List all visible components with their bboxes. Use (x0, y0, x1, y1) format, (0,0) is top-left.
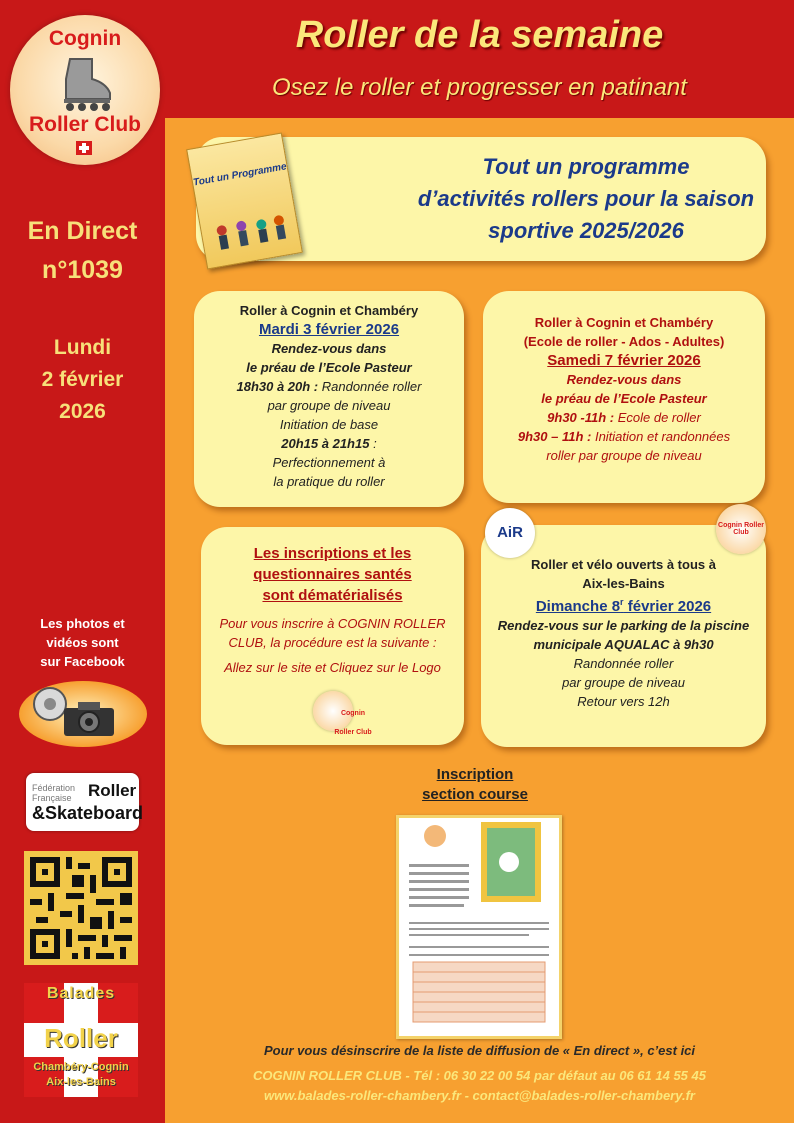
sunday-club-logo-label: Cognin Roller Club (718, 522, 764, 536)
federation-word1: Roller (88, 781, 137, 800)
unsubscribe-link[interactable]: Pour vous désinscrire de la liste de diffusion de « En direct », c’est ici (263, 1043, 696, 1058)
tuesday-line4: Initiation de base (279, 417, 379, 432)
federation-logo[interactable] (26, 773, 144, 831)
banner-line1: Tout un programme (482, 154, 690, 179)
course-section-title[interactable] (380, 765, 570, 805)
federation-word2: &Skateboard (32, 803, 144, 823)
air-logo[interactable] (485, 508, 535, 558)
saturday-school: (Ecole de roller - Ados - Adultes) (523, 334, 725, 349)
inscriptions-title3: sont dématérialisés (262, 587, 403, 604)
mini-logo-label: Cognin Roller Club (334, 710, 372, 736)
balades-middle: Roller (44, 1023, 118, 1053)
inscriptions-text1: Pour vous inscrire à COGNIN ROLLER (219, 616, 446, 631)
contact-line: COGNIN ROLLER CLUB - Tél : 06 30 22 00 54 par défaut au 06 61 14 55 45 (252, 1068, 706, 1083)
inscriptions-instruction: Allez sur le site et Cliquez sur le Logo (224, 660, 441, 675)
tuesday-time1-text: Randonnée roller (318, 379, 422, 394)
inline-skate-icon (60, 57, 112, 112)
date-rest: 2 février (41, 368, 124, 391)
savoie-flag-icon (76, 141, 92, 155)
saturday-meet1: Rendez-vous dans (566, 372, 682, 387)
sunday-date-rest: février 2026 (623, 598, 712, 615)
facebook-note-2: vidéos sont (46, 635, 119, 650)
booklet-title: Tout un Programme (192, 161, 288, 189)
issue-title: En Direct (27, 217, 138, 245)
tuesday-time1: 18h30 à 20h : (236, 379, 319, 394)
saturday-time2-text: Initiation et randonnées (591, 429, 731, 444)
air-logo-label: AiR (497, 524, 523, 541)
tuesday-place: Roller à Cognin et Chambéry (239, 303, 419, 318)
tuesday-line3: par groupe de niveau (267, 398, 391, 413)
saturday-line6: roller par groupe de niveau (546, 448, 702, 463)
programme-booklet-image[interactable] (186, 133, 303, 270)
club-logo[interactable] (10, 15, 160, 165)
sunday-club-logo[interactable] (716, 504, 766, 554)
club-logo-line2: Roller Club (28, 113, 141, 136)
saturday-time1: 9h30 -11h : (547, 410, 615, 425)
saturday-card (483, 291, 765, 503)
sunday-meet1: Rendez-vous sur le parking de la piscine (497, 618, 750, 633)
inscriptions-text2: CLUB, la procédure est la suivante : (228, 635, 437, 650)
inscriptions-card (201, 527, 464, 745)
course-registration-form-image[interactable] (396, 815, 562, 1039)
facebook-note-3: sur Facebook (40, 654, 125, 669)
date-year: 2026 (59, 400, 106, 423)
sunday-card (481, 525, 766, 747)
tuesday-date: Mardi 3 février 2026 (258, 321, 400, 338)
balades-top: Balades (46, 985, 116, 1002)
balades-bottom1: Chambéry-Cognin (33, 1061, 129, 1073)
sunday-line5: Retour vers 12h (577, 694, 670, 709)
date-day: Lundi (53, 336, 112, 359)
issue-number: n°1039 (42, 256, 123, 284)
sunday-meet2: municipale AQUALAC à 9h30 (533, 637, 714, 652)
qr-code[interactable] (24, 851, 138, 965)
tuesday-card (194, 291, 464, 507)
page-subtitle: Osez le roller et progresser en patinant (272, 74, 687, 101)
saturday-meet2: le préau de l’Ecole Pasteur (541, 391, 707, 406)
sunday-line3: Randonnée roller (573, 656, 674, 671)
sunday-date-sup: r (620, 597, 624, 607)
tuesday-line6: Perfectionnement à (272, 455, 386, 470)
cognin-roller-club-link-logo[interactable] (313, 691, 372, 736)
course-title2: section course (422, 786, 528, 803)
balades-bottom2: Aix-les-Bains (46, 1076, 116, 1088)
facebook-note-1: Les photos et (40, 616, 125, 631)
club-logo-line1: Cognin (48, 27, 122, 50)
sunday-place2: Aix-les-Bains (582, 576, 665, 591)
course-title1: Inscription (436, 766, 514, 783)
sunday-line4: par groupe de niveau (562, 675, 685, 690)
balades-roller-logo[interactable] (24, 983, 138, 1097)
form-preview-graphic (399, 818, 559, 1036)
saturday-time1-text: Ecole de roller (614, 410, 701, 425)
banner-line2: d’activités rollers pour la saison (417, 186, 755, 211)
tuesday-meet1: Rendez-vous dans (271, 341, 387, 356)
website-link[interactable]: www.balades-roller-chambery.fr - contact@balades-roller-chambery.fr (264, 1088, 695, 1103)
tuesday-time2: 20h15 à 21h15 (281, 436, 370, 451)
inscriptions-title2: questionnaires santés (253, 566, 412, 583)
sunday-place1: Roller et vélo ouverts à tous à (531, 557, 716, 572)
banner-line3: sportive 2025/2026 (488, 218, 684, 243)
saturday-date: Samedi 7 février 2026 (547, 352, 701, 369)
inscriptions-title1: Les inscriptions et les (253, 545, 412, 562)
page-title: Roller de la semaine (295, 14, 664, 56)
sunday-date-main: Dimanche 8 (535, 598, 621, 615)
tuesday-meet2: le préau de l’Ecole Pasteur (246, 360, 412, 375)
federation-line1: Fédération (32, 783, 76, 793)
federation-line2: Française (32, 793, 72, 803)
tuesday-time2-text: : (369, 436, 377, 451)
saturday-time2: 9h30 – 11h : (517, 429, 592, 444)
tuesday-line7: la pratique du roller (273, 474, 385, 489)
skaters-icon (208, 209, 293, 257)
camera-icon[interactable] (18, 680, 148, 748)
saturday-place: Roller à Cognin et Chambéry (534, 315, 714, 330)
